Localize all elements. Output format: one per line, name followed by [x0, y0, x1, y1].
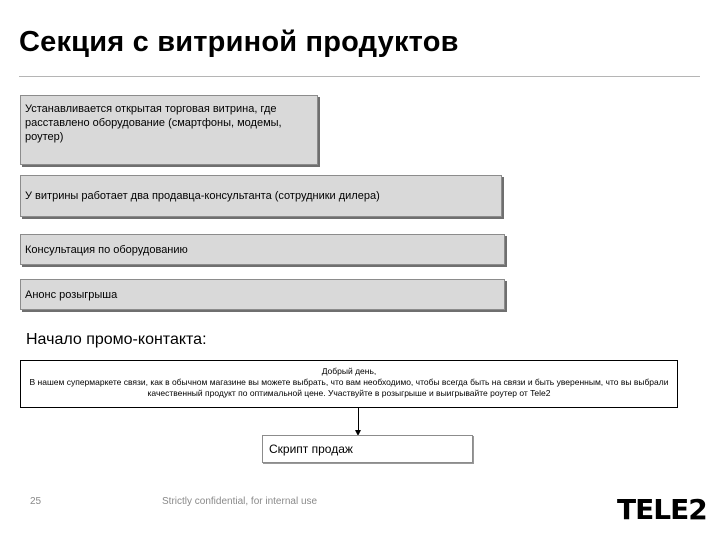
consultants-text: У витрины работает два продавца-консультанта (сотрудники дилера) [25, 190, 380, 202]
confidential-note: Strictly confidential, for internal use [162, 496, 318, 507]
equipment-consultation-text: Консультация по оборудованию [25, 243, 188, 256]
tele2-logo [617, 493, 707, 526]
promo-text: В нашем супермаркете связи, как в обычном магазине вы можете выбрать, что вам необходимо, чтобы всегда быть на связи и быть уверенным, что вы выбрали качественный продукт по оптимальной цене. Участвуйте в розыгрыше и выигрывайте роутер от Tele2 [29, 377, 669, 398]
promo-script-box [20, 360, 678, 408]
sales-script-box [262, 435, 473, 463]
equipment-consultation-box [20, 234, 505, 265]
showcase-box [20, 95, 318, 165]
title-divider [19, 76, 700, 77]
logo-text: TELE2 [617, 493, 707, 526]
showcase-text: Устанавливается открытая торговая витрина, где расставлено оборудование (смартфоны, модемы, роутер) [25, 103, 282, 143]
consultants-box [20, 175, 502, 217]
slide-title: Секция с витриной продуктов [19, 26, 459, 58]
raffle-announcement-box [20, 279, 505, 310]
promo-contact-label: Начало промо-контакта: [26, 331, 207, 348]
raffle-announcement-text: Анонс розыгрыша [25, 288, 118, 301]
page-number: 25 [30, 496, 42, 507]
sales-script-label: Скрипт продаж [269, 442, 353, 456]
promo-greeting: Добрый день, [321, 366, 377, 376]
